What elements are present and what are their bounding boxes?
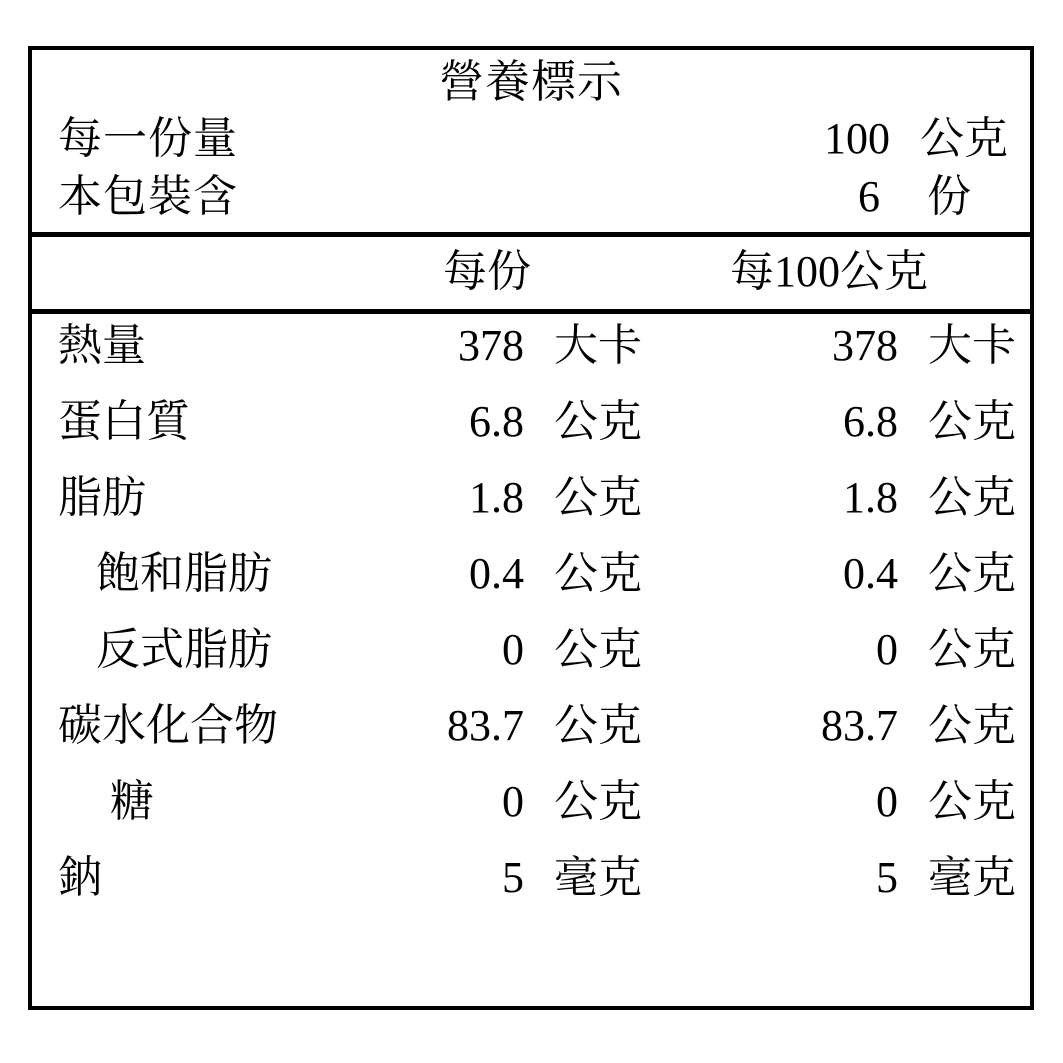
- nutrient-per-serving-unit: 公克: [554, 700, 642, 750]
- nutrient-per-100g-value: 0.4: [843, 548, 898, 598]
- nutrient-name: 糖: [110, 776, 154, 826]
- nutrient-per-100g: [642, 624, 1030, 674]
- nutrient-per-serving-value: 0: [502, 776, 524, 826]
- nutrient-per-100g-unit: 公克: [928, 548, 1016, 598]
- nutrient-per-serving-unit: 公克: [554, 472, 642, 522]
- table-row: [32, 852, 1030, 932]
- serving-size-label: 每一份量: [58, 114, 238, 164]
- nutrient-per-serving-value: 378: [458, 320, 524, 370]
- nutrient-per-serving-value: 6.8: [469, 396, 524, 446]
- nutrient-per-serving-unit: 公克: [554, 396, 642, 446]
- nutrient-per-serving-unit: 公克: [554, 624, 642, 674]
- table-row: [32, 320, 1030, 400]
- nutrient-per-100g-unit: 毫克: [928, 852, 1016, 902]
- nutrient-per-serving: [332, 700, 642, 750]
- nutrient-name: 熱量: [58, 320, 146, 370]
- nutrient-per-100g-value: 1.8: [843, 472, 898, 522]
- nutrient-per-100g-unit: 公克: [928, 624, 1016, 674]
- nutrient-per-serving: [332, 548, 642, 598]
- column-header-per-100g: 每100公克: [730, 247, 928, 297]
- nutrition-facts-panel: [28, 46, 1034, 1010]
- label-title: 營養標示: [438, 57, 623, 107]
- nutrient-per-serving: [332, 320, 642, 370]
- nutrient-name: 反式脂肪: [96, 624, 272, 674]
- nutrient-per-serving: [332, 624, 642, 674]
- nutrient-per-serving-unit: 公克: [554, 548, 642, 598]
- nutrient-name: 飽和脂肪: [96, 548, 272, 598]
- nutrient-per-100g: [642, 852, 1030, 902]
- table-row: [32, 472, 1030, 552]
- nutrient-per-serving: [332, 472, 642, 522]
- nutrient-per-serving: [332, 776, 642, 826]
- nutrient-rows: [32, 314, 1030, 1006]
- nutrient-per-100g: [642, 472, 1030, 522]
- nutrient-per-100g-unit: 公克: [928, 472, 1016, 522]
- nutrient-per-100g: [642, 320, 1030, 370]
- nutrient-per-100g-unit: 公克: [928, 700, 1016, 750]
- serving-size-unit: 公克: [920, 114, 1008, 164]
- label-header-section: [32, 50, 1030, 237]
- nutrient-per-100g: [642, 700, 1030, 750]
- nutrient-per-100g-value: 6.8: [843, 396, 898, 446]
- nutrient-per-serving-unit: 大卡: [554, 320, 642, 370]
- table-row: [32, 396, 1030, 476]
- nutrient-per-serving: [332, 396, 642, 446]
- nutrient-name: 碳水化合物: [58, 700, 278, 750]
- nutrient-per-100g-unit: 公克: [928, 776, 1016, 826]
- servings-per-pack-value: 6: [858, 172, 880, 222]
- servings-per-pack-label: 本包裝含: [58, 172, 238, 222]
- nutrient-per-serving-value: 83.7: [447, 700, 524, 750]
- nutrient-name: 蛋白質: [58, 396, 190, 446]
- serving-size-value-group: [794, 110, 1008, 168]
- nutrient-per-serving-value: 5: [502, 852, 524, 902]
- nutrient-per-serving-unit: 毫克: [554, 852, 642, 902]
- servings-per-pack-row: [32, 168, 1030, 226]
- nutrient-per-100g-unit: 大卡: [928, 320, 1016, 370]
- nutrient-per-serving-unit: 公克: [554, 776, 642, 826]
- table-row: [32, 700, 1030, 780]
- servings-per-pack-unit: 份: [927, 172, 971, 222]
- nutrient-name: 鈉: [58, 852, 102, 902]
- servings-per-pack-value-group: [784, 168, 1008, 226]
- serving-size-value: 100: [824, 114, 890, 164]
- nutrient-per-100g-value: 378: [832, 320, 898, 370]
- nutrient-per-100g-value: 83.7: [821, 700, 898, 750]
- table-row: [32, 548, 1030, 628]
- nutrient-per-serving: [332, 852, 642, 902]
- nutrient-per-100g: [642, 776, 1030, 826]
- serving-size-row: [32, 110, 1030, 168]
- nutrient-per-serving-value: 0: [502, 624, 524, 674]
- table-row: [32, 776, 1030, 856]
- nutrient-per-100g: [642, 548, 1030, 598]
- table-row: [32, 624, 1030, 704]
- nutrient-per-100g: [642, 396, 1030, 446]
- nutrient-per-serving-value: 1.8: [469, 472, 524, 522]
- column-header-row: [32, 237, 1030, 313]
- nutrient-per-serving-value: 0.4: [469, 548, 524, 598]
- nutrient-name: 脂肪: [58, 472, 146, 522]
- nutrient-per-100g-value: 0: [876, 624, 898, 674]
- column-header-per-serving: 每份: [443, 247, 531, 297]
- nutrient-per-100g-value: 0: [876, 776, 898, 826]
- nutrient-per-100g-value: 5: [876, 852, 898, 902]
- nutrient-per-100g-unit: 公克: [928, 396, 1016, 446]
